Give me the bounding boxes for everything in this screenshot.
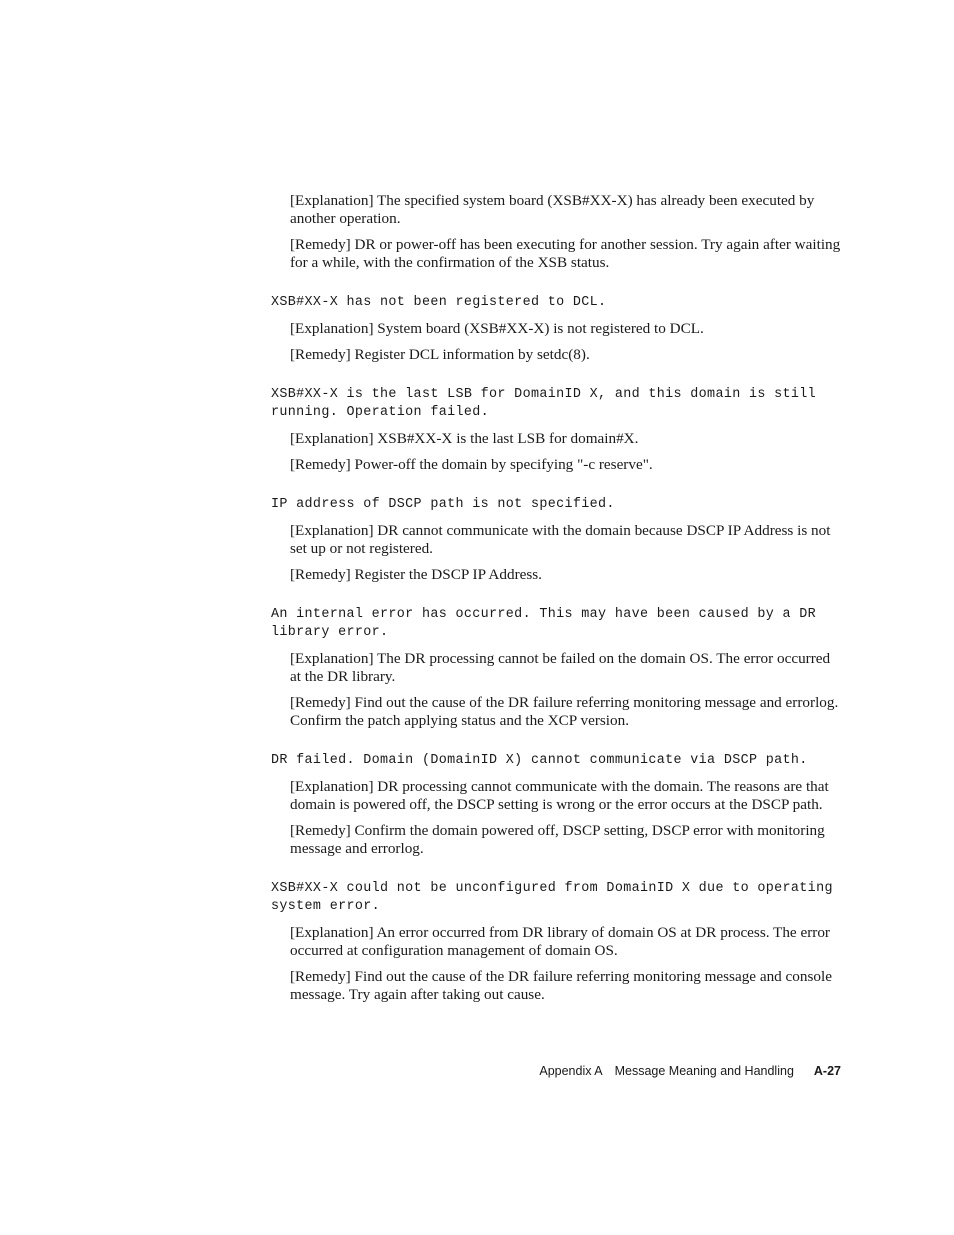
message-text: An internal error has occurred. This may have been caused by a DR library error. <box>271 607 825 640</box>
message-text: XSB#XX-X is the last LSB for DomainID X, and this domain is still running. Operation failed. <box>271 387 825 420</box>
page-footer <box>539 1063 841 1079</box>
message-remedy: [Remedy] Confirm the domain powered off, DSCP setting, DSCP error with monitoring message and errorlog. <box>290 822 825 857</box>
message-entry <box>271 496 841 584</box>
message-remedy: [Remedy] Power-off the domain by specifying "-c reserve". <box>290 456 653 473</box>
page-content <box>271 192 841 1012</box>
message-entry <box>271 294 841 364</box>
message-explanation: [Explanation] DR cannot communicate with the domain because DSCP IP Address is not set up or not registered. <box>290 522 831 557</box>
message-explanation: [Explanation] The DR processing cannot be failed on the domain OS. The error occurred at the DR library. <box>290 650 831 685</box>
message-remedy: [Remedy] Find out the cause of the DR failure referring monitoring message and console message. Try again after taking out cause. <box>290 968 832 1003</box>
message-remedy: [Remedy] Find out the cause of the DR failure referring monitoring message and errorlog. Confirm the patch applying status and the XCP version. <box>290 694 839 729</box>
message-explanation: [Explanation] XSB#XX-X is the last LSB for domain#X. <box>290 430 639 447</box>
message-entry <box>271 386 841 474</box>
message-entry <box>271 606 841 730</box>
message-text: XSB#XX-X has not been registered to DCL. <box>271 295 607 310</box>
message-explanation: [Explanation] DR processing cannot communicate with the domain. The reasons are that domain is powered off, the DSCP setting is wrong or the error occurs at the DSCP path. <box>290 778 829 813</box>
message-text: IP address of DSCP path is not specified. <box>271 497 615 512</box>
message-remedy: [Remedy] Register DCL information by setdc(8). <box>290 346 590 363</box>
page-number: A-27 <box>813 1064 841 1078</box>
message-remedy: [Remedy] Register the DSCP IP Address. <box>290 566 542 583</box>
intro-explanation: [Explanation] The specified system board (XSB#XX-X) has already been executed by another operation. <box>290 192 815 227</box>
intro-remedy: [Remedy] DR or power-off has been executing for another session. Try again after waiting for a while, with the confirmation of the XSB status. <box>290 236 841 271</box>
message-entry <box>271 752 841 858</box>
footer-appendix: Appendix A <box>539 1064 603 1078</box>
message-entry <box>271 880 841 1004</box>
message-explanation: [Explanation] An error occurred from DR library of domain OS at DR process. The error occurred at configuration management of domain OS. <box>290 924 830 959</box>
footer-chapter-title: Message Meaning and Handling <box>614 1064 794 1078</box>
message-text: XSB#XX-X could not be unconfigured from DomainID X due to operating system error. <box>271 881 842 914</box>
message-text: DR failed. Domain (DomainID X) cannot communicate via DSCP path. <box>271 753 808 768</box>
message-explanation: [Explanation] System board (XSB#XX-X) is not registered to DCL. <box>290 320 704 337</box>
